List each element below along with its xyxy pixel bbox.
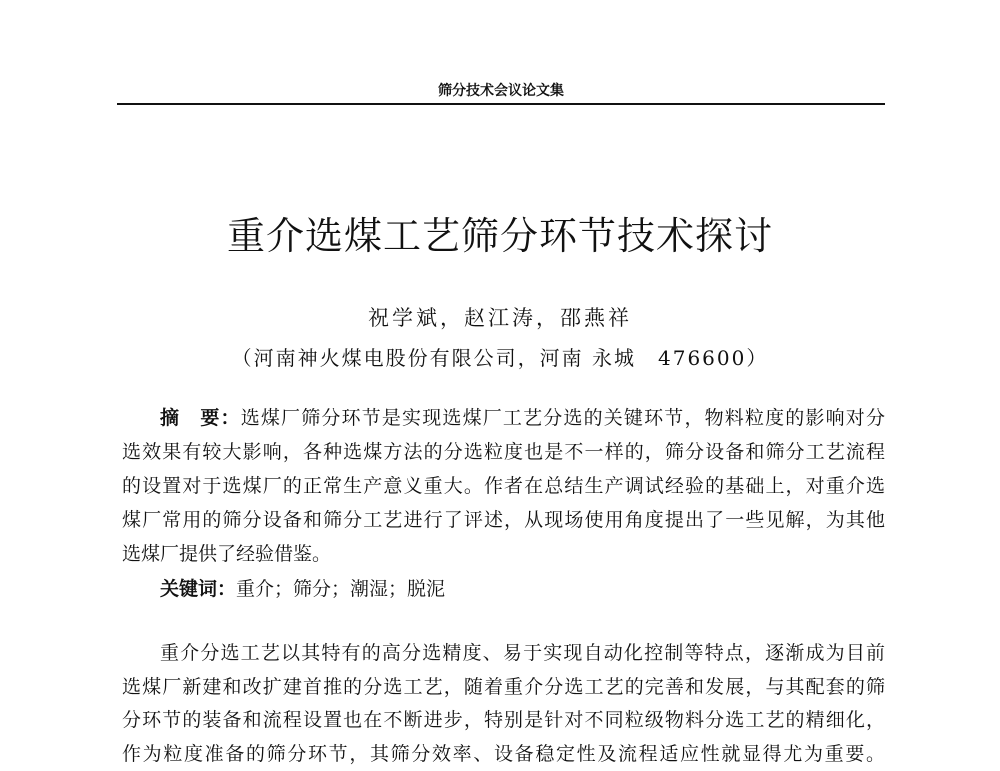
header-rule	[117, 103, 885, 105]
abstract-line: 选煤厂提供了经验借鉴。	[122, 537, 885, 571]
paper-affiliation: （河南神火煤电股份有限公司，河南 永城 476600）	[0, 342, 1000, 371]
body-line: 选煤厂新建和改扩建首推的分选工艺，随着重介分选工艺的完善和发展，与其配套的筛	[122, 671, 885, 705]
abstract	[122, 401, 885, 571]
body-line: 作为粒度准备的筛分环节，其筛分效率、设备稳定性及流程适应性就显得尤为重要。	[122, 738, 885, 771]
paper-authors: 祝学斌，赵江涛，邵燕祥	[0, 302, 1000, 332]
abstract-line	[122, 401, 885, 435]
abstract-text: 选煤厂筛分环节是实现选煤厂工艺分选的关键环节，物料粒度的影响对分	[241, 407, 885, 429]
keywords	[122, 572, 885, 606]
body-text	[122, 637, 885, 771]
keywords-value: 重介；筛分；潮湿；脱泥	[236, 578, 445, 600]
abstract-line: 煤厂常用的筛分设备和筛分工艺进行了评述，从现场使用角度提出了一些见解，为其他	[122, 503, 885, 537]
body-line: 重介分选工艺以其特有的高分选精度、易于实现自动化控制等特点，逐渐成为目前	[122, 637, 885, 671]
running-header: 筛分技术会议论文集	[117, 80, 885, 100]
abstract-line: 的设置对于选煤厂的正常生产意义重大。作者在总结生产调试经验的基础上，对重介选	[122, 469, 885, 503]
keywords-label: 关键词：	[160, 578, 236, 600]
paper-title: 重介选煤工艺筛分环节技术探讨	[0, 205, 1000, 260]
keywords-line	[122, 572, 885, 606]
abstract-label: 摘 要：	[160, 407, 241, 429]
abstract-line: 选效果有较大影响，各种选煤方法的分选粒度也是不一样的，筛分设备和筛分工艺流程	[122, 435, 885, 469]
body-line: 分环节的装备和流程设置也在不断进步，特别是针对不同粒级物料分选工艺的精细化，	[122, 704, 885, 738]
